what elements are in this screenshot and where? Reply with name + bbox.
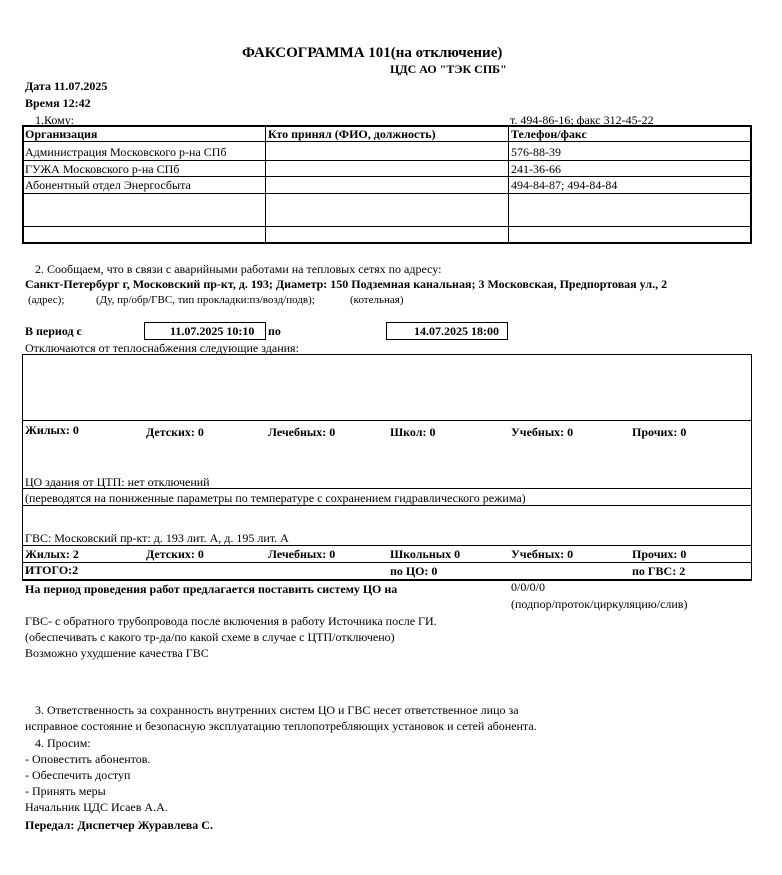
table-cell-phone: 494-84-87; 494-84-84: [511, 178, 618, 192]
period-label: В период с: [25, 324, 82, 338]
box-right-border: [751, 354, 752, 580]
table-divider: [22, 226, 752, 227]
table-cell-phone: 241-36-66: [511, 162, 561, 176]
gvs-note: ГВС- с обратного трубопровода после включения в работу Источника после ГИ.: [25, 614, 437, 628]
disconnected-label: Отключаются от теплоснабжения следующие здания:: [25, 341, 299, 355]
period-to-label: по: [268, 324, 281, 338]
gvs-count-medical: Лечебных: 0: [268, 547, 336, 561]
total-label: ИТОГО:2: [25, 563, 79, 577]
request-item: - Принять меры: [25, 784, 106, 798]
co-status: ЦО здания от ЦТП: нет отключений: [25, 475, 210, 489]
date-line: Дата 11.07.2025: [25, 79, 108, 93]
table-divider: [22, 176, 752, 177]
section2-intro: 2. Сообщаем, что в связи с аварийными работами на тепловых сетях по адресу:: [35, 262, 442, 276]
to-label: 1.Кому:: [35, 113, 74, 127]
work-address: Санкт-Петербург г, Московский пр-кт, д. 193; Диаметр: 150 Подземная канальная; 3 Московская, Предпортовая ул., 2: [25, 277, 668, 291]
gvs-count-other: Прочих: 0: [632, 547, 687, 561]
column-header-receiver: Кто принял (ФИО, должность): [268, 127, 436, 141]
box-bottom-border: [22, 579, 752, 581]
gvs-count-schools: Школьных 0: [390, 547, 461, 561]
count-living: Жилых: 0: [25, 423, 79, 437]
total-co: по ЦО: 0: [390, 564, 438, 578]
table-cell-phone: 576-88-39: [511, 145, 561, 159]
gvs-address: ГВС: Московский пр-кт: д. 193 лит. А, д. 195 лит. А: [25, 531, 289, 545]
proposal-value: 0/0/0/0: [511, 580, 546, 594]
contact-phones: т. 494-86-16; факс 312-45-22: [510, 113, 654, 127]
gvs-count-children: Детских: 0: [146, 547, 204, 561]
table-divider: [22, 160, 752, 161]
count-schools: Школ: 0: [390, 425, 436, 439]
gvs-note-legend: (обеспечивать с какого тр-да/по какой схеме в случае с ЦТП/отключено): [25, 630, 395, 644]
count-medical: Лечебных: 0: [268, 425, 336, 439]
sender-line: Передал: Диспетчер Журавлева С.: [25, 818, 213, 832]
request-item: - Оповестить абонентов.: [25, 752, 151, 766]
box-left-border: [22, 354, 23, 580]
count-other: Прочих: 0: [632, 425, 687, 439]
table-divider: [22, 193, 752, 194]
table-column-divider: [508, 125, 509, 244]
time-line: Время 12:42: [25, 96, 91, 110]
document-title: ФАКСОГРАММА 101(на отключение): [242, 45, 503, 61]
count-education: Учебных: 0: [511, 425, 574, 439]
gvs-count-living: Жилых: 2: [25, 547, 79, 561]
document-subtitle: ЦДС АО "ТЭК СПБ": [390, 62, 507, 76]
quality-note: Возможно ухудшение качества ГВС: [25, 646, 209, 660]
count-children: Детских: 0: [146, 425, 204, 439]
period-from-value: 11.07.2025 10:10: [170, 324, 255, 338]
gvs-count-education: Учебных: 0: [511, 547, 574, 561]
request-title: 4. Просим:: [35, 736, 91, 750]
chief-signature: Начальник ЦДС Исаев А.А.: [25, 800, 168, 814]
table-cell-organization: Администрация Московского р-на СПб: [25, 145, 227, 159]
total-gvs: по ГВС: 2: [632, 564, 686, 578]
box-top-border: [22, 354, 752, 355]
box-divider: [22, 420, 752, 421]
table-cell-organization: ГУЖА Московского р-на СПб: [25, 162, 180, 176]
legend-address: (адрес);: [28, 294, 65, 306]
period-to-value: 14.07.2025 18:00: [414, 324, 499, 338]
box-divider: [22, 505, 752, 506]
proposal-legend: (подпор/проток/циркуляцию/слив): [511, 597, 688, 611]
request-item: - Обеспечить доступ: [25, 768, 131, 782]
table-cell-organization: Абонентный отдел Энергосбыта: [25, 178, 191, 192]
legend-parameters: (Ду, пр/обр/ГВС, тип прокладки:пз/возд/подв);: [96, 294, 315, 306]
responsibility-line-2: исправное состояние и безопасную эксплуатацию теплопотребляющих установок и сетей абонента.: [25, 719, 537, 733]
legend-boiler: (котельная): [350, 294, 404, 306]
box-divider: [22, 545, 752, 546]
proposal-text: На период проведения работ предлагается поставить систему ЦО на: [25, 582, 398, 596]
table-divider: [22, 141, 752, 142]
reduced-parameters-note: (переводятся на пониженные параметры по температуре с сохранением гидравлического режима): [25, 491, 526, 505]
table-column-divider: [265, 125, 266, 244]
responsibility-line-1: 3. Ответственность за сохранность внутренних систем ЦО и ГВС несет ответственное лицо за: [35, 703, 519, 717]
box-divider: [22, 562, 752, 563]
column-header-organization: Организация: [25, 127, 98, 141]
column-header-phone: Телефон/факс: [511, 127, 587, 141]
